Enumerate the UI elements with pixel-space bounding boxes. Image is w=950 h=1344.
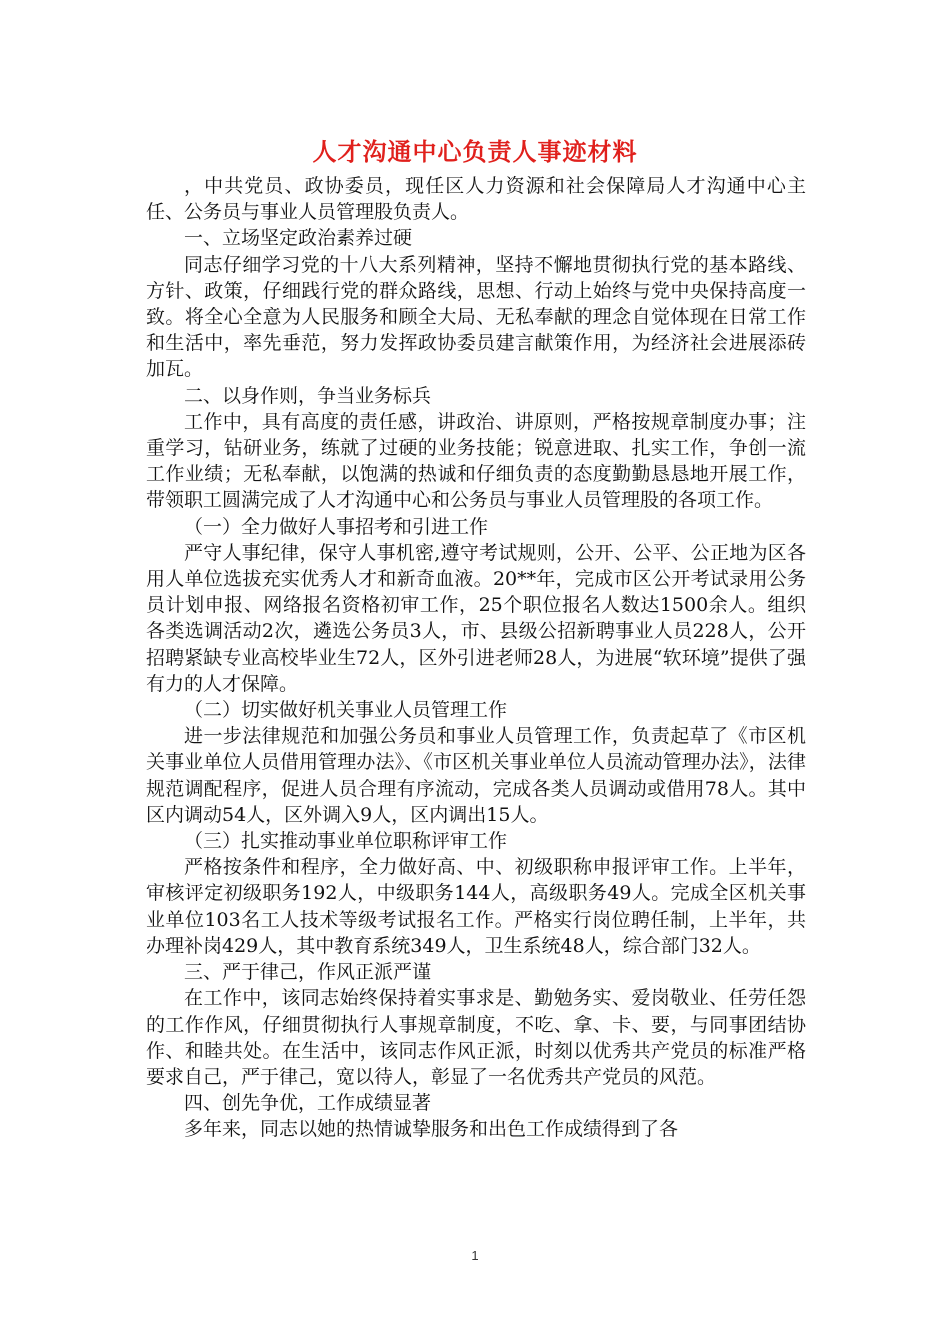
page-number: 1 — [471, 1248, 479, 1263]
section-heading-3: 三、严于律己，作风正派严谨 — [184, 961, 432, 984]
body-paragraph: 进一步法律规范和加强公务员和事业人员管理工作，负责起草了《市区机关事业单位人员借用管理办法》、《市区机关事业单位人员流动管理办法》，法律规范调配程序，促进人员合理有序流动，完成各类人员调动或借用78人。其中区内调动54人，区外调入9人，区内调出15人。 — [146, 725, 806, 826]
body-paragraph: 严格按条件和程序，全力做好高、中、初级职称申报评审工作。上半年，审核评定初级职务192人，中级职务144人，高级职务49人。完成全区机关事业单位103名工人技术等级考试报名工作。严格实行岗位聘任制，上半年，共办理补岗429人，其中教育系统349人，卫生系统48人，综合部门32人。 — [146, 856, 806, 957]
document-body — [146, 173, 806, 1143]
intro-paragraph: ，中共党员、政协委员，现任区人力资源和社会保障局人才沟通中心主任、公务员与事业人员管理股负责人。 — [146, 175, 806, 224]
section-heading-4: 四、创先争优，工作成绩显著 — [184, 1092, 432, 1115]
subsection-heading-3: （三）扎实推动事业单位职称评审工作 — [184, 830, 508, 853]
body-paragraph: 工作中，具有高度的责任感，讲政治、讲原则，严格按规章制度办事；注重学习，钻研业务，练就了过硬的业务技能；锐意进取、扎实工作，争创一流工作业绩；无私奉献，以饱满的热诚和仔细负责的态度勤勤恳恳地开展工作，带领职工圆满完成了人才沟通中心和公务员与事业人员管理股的各项工作。 — [146, 410, 806, 512]
body-paragraph: 多年来，同志以她的热情诚挚服务和出色工作成绩得到了各 — [184, 1118, 679, 1141]
section-heading-2: 二、以身作则，争当业务标兵 — [184, 384, 432, 407]
body-paragraph: 同志仔细学习党的十八大系列精神，坚持不懈地贯彻执行党的基本路线、方针、政策，仔细践行党的群众路线，思想、行动上始终与党中央保持高度一致。将全心全意为人民服务和顾全大局、无私奉献的理念自觉体现在日常工作和生活中，率先垂范，努力发挥政协委员建言献策作用，为经济社会进展添砖加瓦。 — [146, 253, 806, 381]
section-heading-1: 一、立场坚定政治素养过硬 — [184, 227, 413, 250]
body-paragraph: 在工作中，该同志始终保持着实事求是、勤勉务实、爱岗敬业、任劳任怨的工作作风，仔细贯彻执行人事规章制度，不吃、拿、卡、要，与同事团结协作、和睦共处。在生活中，该同志作风正派，时刻以优秀共产党员的标准严格要求自己，严于律己，宽以待人，彰显了一名优秀共产党员的风范。 — [146, 987, 806, 1088]
subsection-heading-1: （一）全力做好人事招考和引进工作 — [184, 515, 489, 538]
document-title: 人才沟通中心负责人事迹材料 — [312, 137, 638, 166]
subsection-heading-2: （二）切实做好机关事业人员管理工作 — [184, 699, 508, 722]
body-paragraph: 严守人事纪律，保守人事机密,遵守考试规则，公开、公平、公正地为区各用人单位选拔充实优秀人才和新奇血液。20**年，完成市区公开考试录用公务员计划申报、网络报名资格初审工作，25个职位报名人数达1500余人。组织各类选调活动2次，遴选公务员3人，市、县级公招新聘事业人员228人，公开招聘紧缺专业高校毕业生72人，区外引进老师28人，为进展“软环境”提供了强有力的人才保障。 — [146, 541, 806, 695]
